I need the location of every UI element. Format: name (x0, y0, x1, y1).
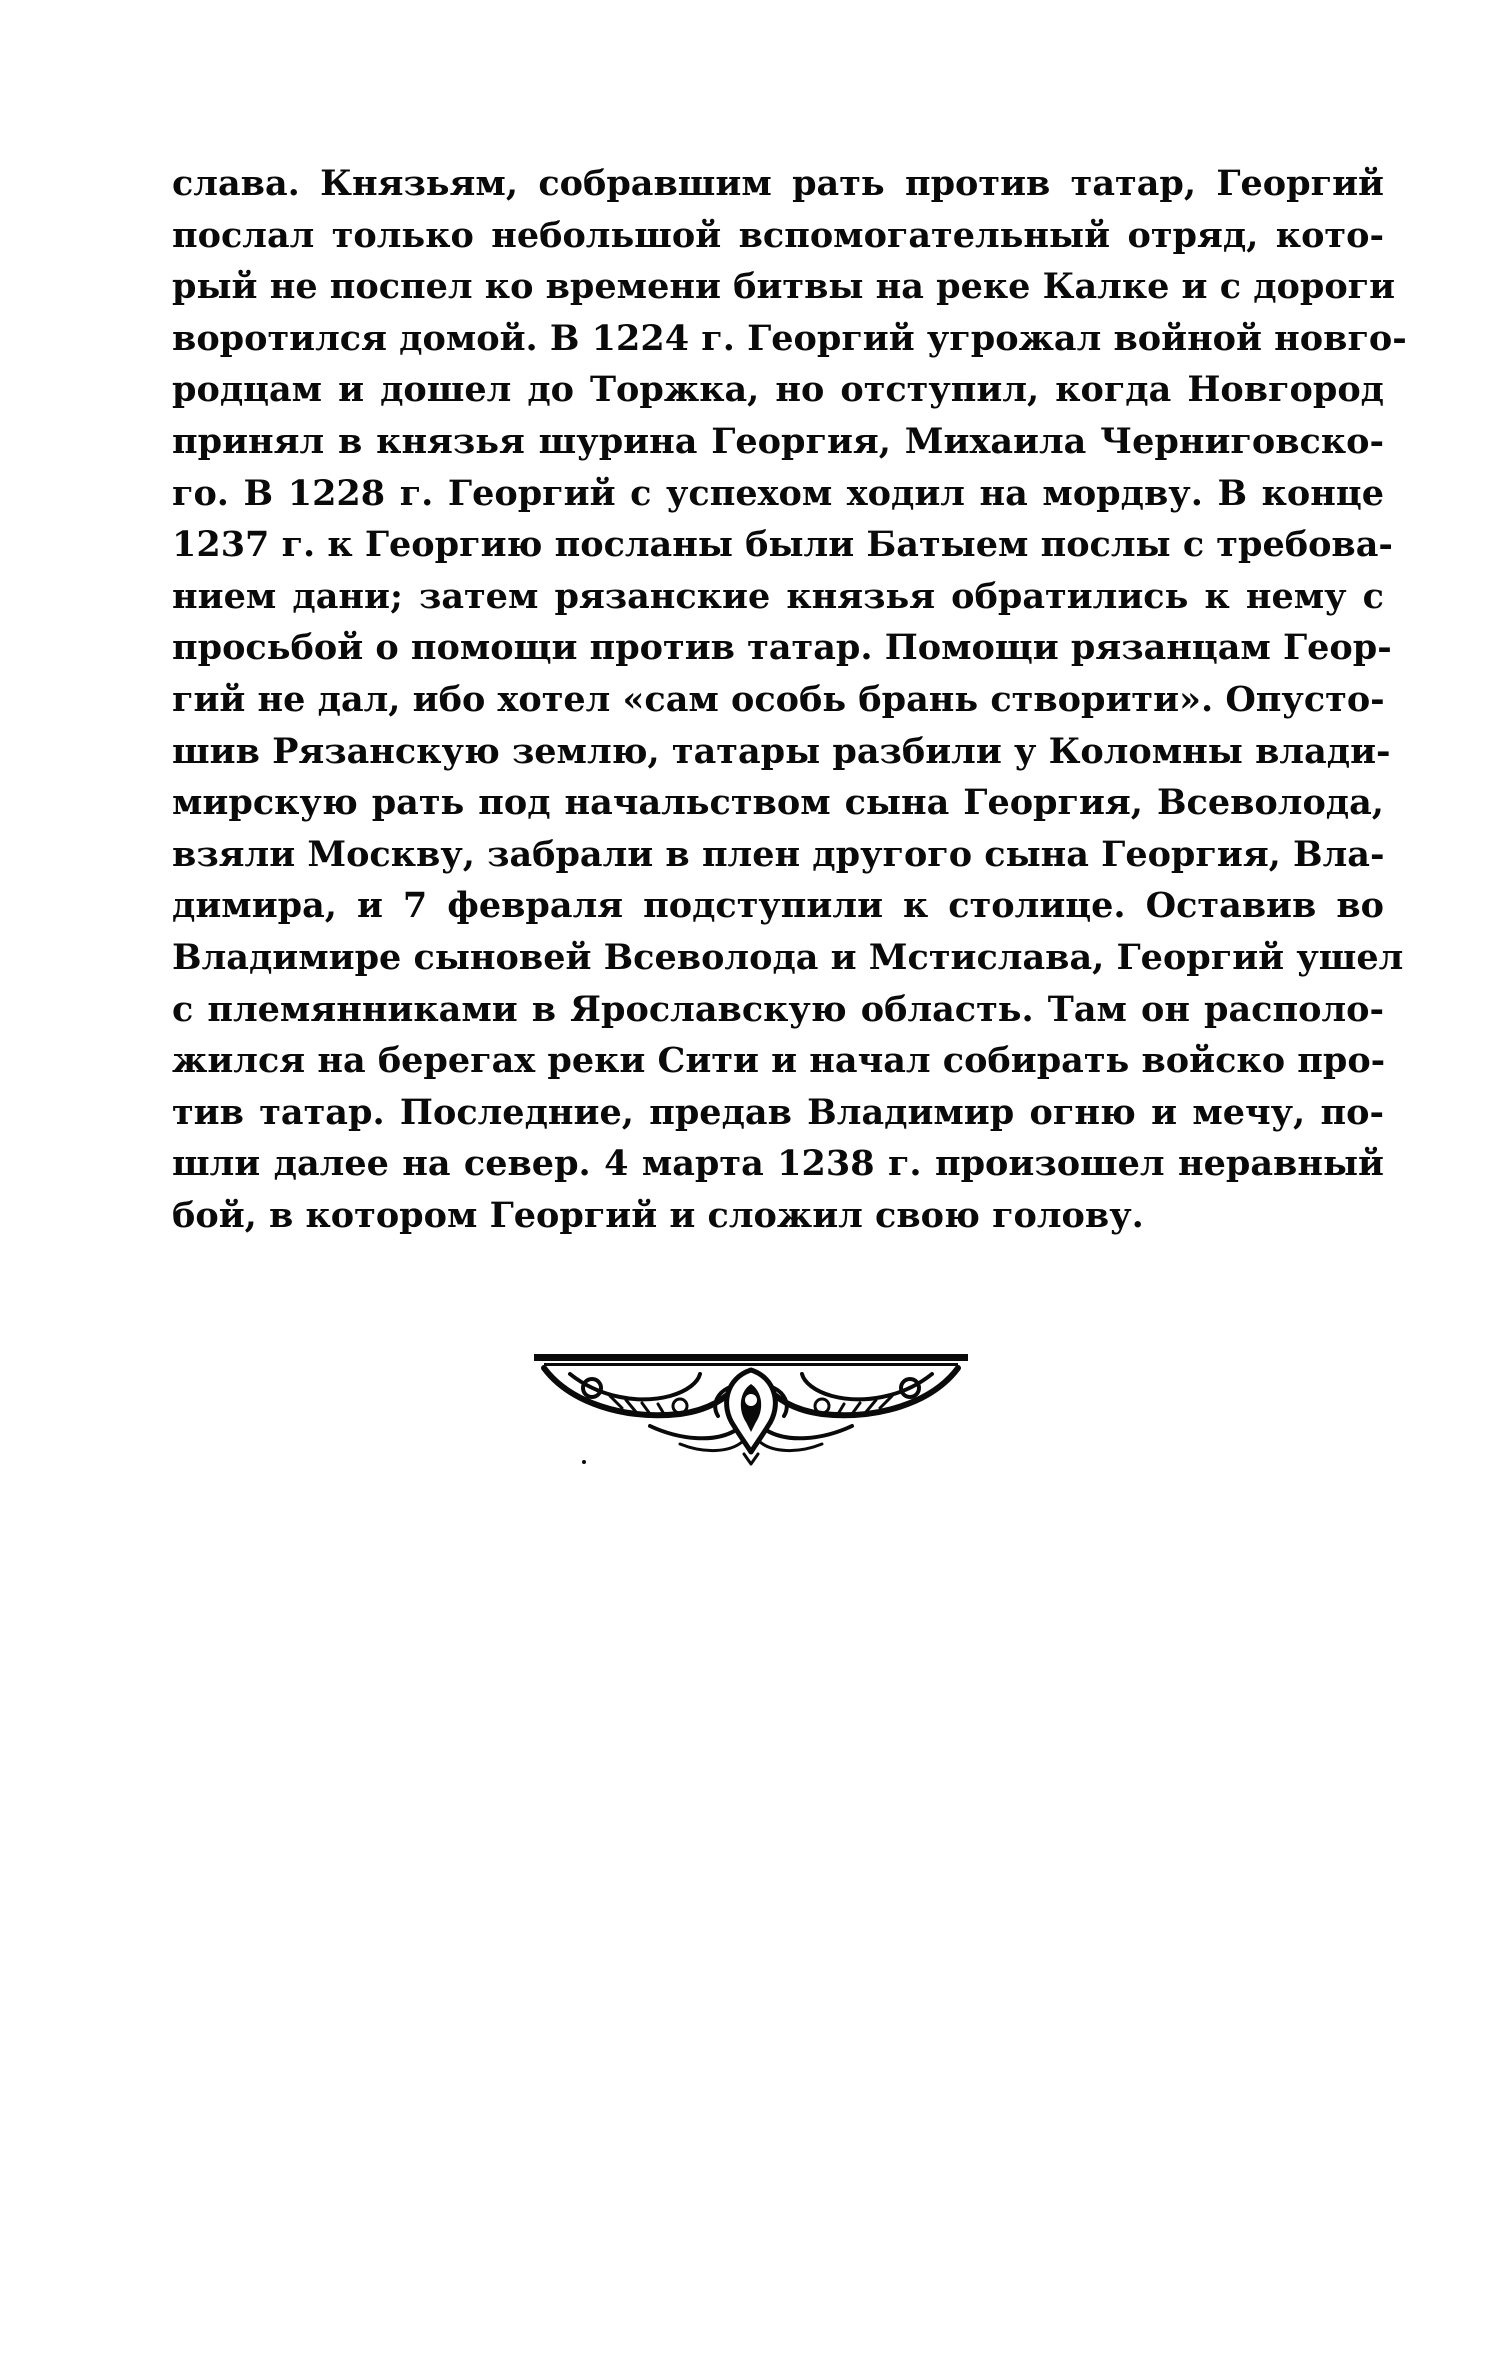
text-line: принял в князья шурина Георгия, Михаила Черниговско- (172, 420, 1384, 462)
text-line: Владимире сыновей Всеволода и Мстислава, Георгий ушел (172, 936, 1404, 978)
text-line: воротился домой. В 1224 г. Георгий угрожал войной новго- (172, 317, 1407, 359)
text-line: нием дани; затем рязанские князья обратились к нему с (172, 575, 1384, 617)
text-line: бой, в котором Георгий и сложил свою голову. (172, 1194, 1144, 1236)
text-line: взяли Москву, забрали в плен другого сына Георгия, Вла- (172, 833, 1385, 875)
text-line: родцам и дошел до Торжка, но отступил, когда Новгород (172, 369, 1384, 411)
text-line: послал только небольшой вспомогательный отряд, кото- (172, 214, 1384, 256)
body-text (172, 158, 1407, 1241)
text-line: димира, и 7 февраля подступили к столице. Оставив во (172, 885, 1384, 927)
text-line: просьбой о помощи против татар. Помощи рязанцам Геор- (172, 627, 1392, 669)
text-line: мирскую рать под начальством сына Георгия, Всеволода, (172, 782, 1384, 824)
decorative-tailpiece-icon (530, 1348, 972, 1468)
text-line: жился на берегах реки Сити и начал собирать войско про- (172, 1040, 1386, 1082)
text-line: рый не поспел ко времени битвы на реке Калке и с дороги (172, 266, 1396, 308)
text-line: шли далее на север. 4 марта 1238 г. произошел неравный (172, 1143, 1384, 1185)
text-line: тив татар. Последние, предав Владимир огню и мечу, по- (172, 1091, 1384, 1133)
text-line: с племянниками в Ярославскую область. Там он располо- (172, 988, 1384, 1030)
text-line: 1237 г. к Георгию посланы были Батыем послы с требова- (172, 524, 1393, 566)
text-line: го. В 1228 г. Георгий с успехом ходил на мордву. В конце (172, 472, 1384, 514)
text-line: гий не дал, ибо хотел «сам особь брань створити». Опусто- (172, 678, 1385, 720)
text-line: слава. Князьям, собравшим рать против татар, Георгий (172, 163, 1384, 204)
text-line: шив Рязанскую землю, татары разбили у Коломны влади- (172, 730, 1391, 772)
